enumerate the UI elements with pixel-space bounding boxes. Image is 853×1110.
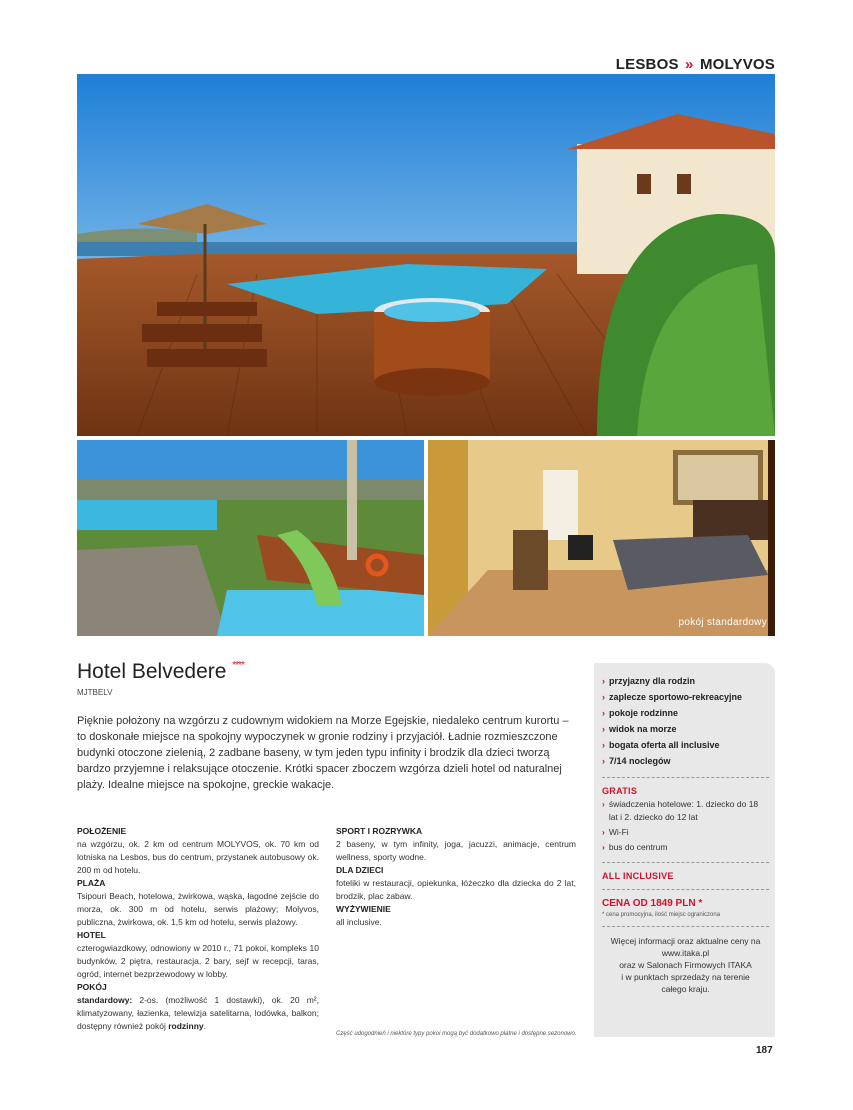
room-photo-caption: pokój standardowy bbox=[678, 617, 767, 628]
offer-sidebar bbox=[594, 663, 775, 1037]
details-column-left bbox=[77, 825, 319, 1033]
gratis-item bbox=[602, 826, 769, 839]
more-info bbox=[602, 935, 769, 995]
info-line: oraz w Salonach Firmowych ITAKA bbox=[619, 960, 752, 970]
hotel-heading: HOTEL bbox=[77, 930, 106, 940]
footnote: Część udogodnień i niektóre typy pokoi mogą być dodatkowo płatne i dostępne sezonowo. bbox=[336, 1031, 577, 1037]
feature-item bbox=[602, 737, 769, 753]
gratis-heading: GRATIS bbox=[602, 786, 638, 796]
room-family: rodzinny bbox=[168, 1021, 204, 1031]
breadcrumb-region: LESBOS bbox=[615, 56, 679, 73]
sport-heading: SPORT I ROZRYWKA bbox=[336, 826, 423, 836]
page-number: 187 bbox=[756, 1045, 773, 1056]
price-note: * cena promocyjna, ilość miejsc ograniczona bbox=[602, 912, 721, 918]
chevron-right-icon: › bbox=[602, 842, 605, 852]
feature-label: zaplecze sportowo-rekreacyjne bbox=[609, 692, 743, 702]
hotel-title bbox=[77, 660, 244, 684]
hotel-text: czterogwiazdkowy, odnowiony w 2010 r., 71 pokoi, kompleks 10 budynków, 2 piętra, restauracja, 2 bary, sejf w recepcji, taras, ogród, internet bezprzewodowy w lobby. bbox=[77, 943, 319, 979]
divider bbox=[602, 889, 769, 890]
kids-text: foteliki w restauracji, opiekunka, łóżeczko dla dziecka do 2 lat, brodzik, plac zabaw. bbox=[336, 878, 576, 901]
gratis-item bbox=[602, 798, 769, 824]
chevron-right-icon: › bbox=[602, 756, 605, 766]
chevron-right-icon: › bbox=[602, 676, 605, 686]
feature-label: widok na morze bbox=[609, 724, 677, 734]
info-line: i w punktach sprzedaży na terenie bbox=[621, 972, 750, 982]
info-line: całego kraju. bbox=[661, 984, 710, 994]
breadcrumb-town: MOLYVOS bbox=[699, 56, 775, 73]
sport-text: 2 baseny, w tym infinity, joga, jacuzzi, animacje, centrum wellness, sporty wodne. bbox=[336, 839, 576, 862]
info-link[interactable]: www.itaka.pl bbox=[661, 948, 710, 958]
standard-room-photo bbox=[428, 440, 775, 636]
food-text: all inclusive. bbox=[336, 917, 382, 927]
hotel-code: MJTBELV bbox=[77, 688, 113, 697]
kids-heading: DLA DZIECI bbox=[336, 865, 384, 875]
chevron-right-icon: › bbox=[602, 708, 605, 718]
feature-item bbox=[602, 753, 769, 769]
location-heading: POŁOŻENIE bbox=[77, 826, 127, 836]
info-line: Więcej informacji oraz aktualne ceny na bbox=[610, 936, 761, 946]
hotel-stars: **** bbox=[232, 660, 244, 671]
gratis-item bbox=[602, 841, 769, 854]
breadcrumb-separator: » bbox=[685, 56, 694, 73]
chevron-right-icon: › bbox=[602, 740, 605, 750]
feature-item bbox=[602, 673, 769, 689]
gratis-label: bus do centrum bbox=[608, 842, 668, 852]
divider bbox=[602, 926, 769, 927]
chevron-right-icon: › bbox=[602, 799, 605, 809]
feature-label: 7/14 noclegów bbox=[609, 756, 671, 766]
breadcrumb bbox=[616, 56, 775, 73]
all-inclusive-heading: ALL INCLUSIVE bbox=[602, 871, 674, 881]
location-text: na wzgórzu, ok. 2 km od centrum MOLYVOS, ok. 70 km od lotniska na Lesbos, bus do centrum, przystanek autobusowy ok. 200 m od hotelu. bbox=[77, 839, 319, 875]
feature-item bbox=[602, 689, 769, 705]
feature-label: pokoje rodzinne bbox=[609, 708, 679, 718]
room-text-end: . bbox=[203, 1021, 206, 1031]
divider bbox=[602, 777, 769, 778]
divider bbox=[602, 862, 769, 863]
beach-text: Tsipouri Beach, hotelowa, żwirkowa, wąska, łagodne zejście do morza, ok. 300 m od hotelu, serwis plażowy; Molyvos, publiczna, żwirkowa, ok. 1,5 km od hotelu, serwis plażowy. bbox=[77, 891, 319, 927]
gratis-label: Wi-Fi bbox=[608, 827, 629, 837]
details-column-right bbox=[336, 825, 576, 929]
room-text: 2-os. (możliwość 1 dostawki), ok. 20 m², klimatyzowany, łazienka, telewizja satelitarna, lodówka, balkon; dostępny również pokój bbox=[77, 995, 319, 1031]
food-heading: WYŻYWIENIE bbox=[336, 904, 391, 914]
hotel-intro: Pięknie położony na wzgórzu z cudownym widokiem na Morze Egejskie, niedaleko centrum kurortu – to doskonałe miejsce na spokojny wypoczynek w gronie rodziny i przyjaciół. Ładnie rozmieszczone budynki otoczone zielenią, 2 zadbane baseny, w tym jeden typu infinity i brodzik dla dzieci tworzą bardzo przyjemne i relaksujące otoczenie. Krótki spacer zboczem wzgórza dzieli hotel od naturalnej plaży. Idealne miejsce na spokojne, greckie wakacje. bbox=[77, 715, 569, 791]
feature-item bbox=[602, 721, 769, 737]
pool-slide-photo bbox=[77, 440, 424, 636]
feature-label: przyjazny dla rodzin bbox=[609, 676, 696, 686]
hotel-name: Hotel Belvedere bbox=[77, 660, 227, 683]
chevron-right-icon: › bbox=[602, 724, 605, 734]
price-from: CENA OD 1849 PLN * bbox=[602, 898, 703, 909]
hotel-pool-terrace-photo bbox=[77, 74, 775, 436]
room-type-label: standardowy: bbox=[77, 995, 133, 1005]
room-text-block bbox=[77, 994, 319, 1033]
feature-label: bogata oferta all inclusive bbox=[609, 740, 720, 750]
gratis-label: świadczenia hotelowe: 1. dziecko do 18 lat i 2. dziecko do 12 lat bbox=[608, 799, 759, 822]
beach-heading: PLAŻA bbox=[77, 878, 106, 888]
room-heading: POKÓJ bbox=[77, 982, 107, 992]
chevron-right-icon: › bbox=[602, 692, 605, 702]
feature-item bbox=[602, 705, 769, 721]
chevron-right-icon: › bbox=[602, 827, 605, 837]
